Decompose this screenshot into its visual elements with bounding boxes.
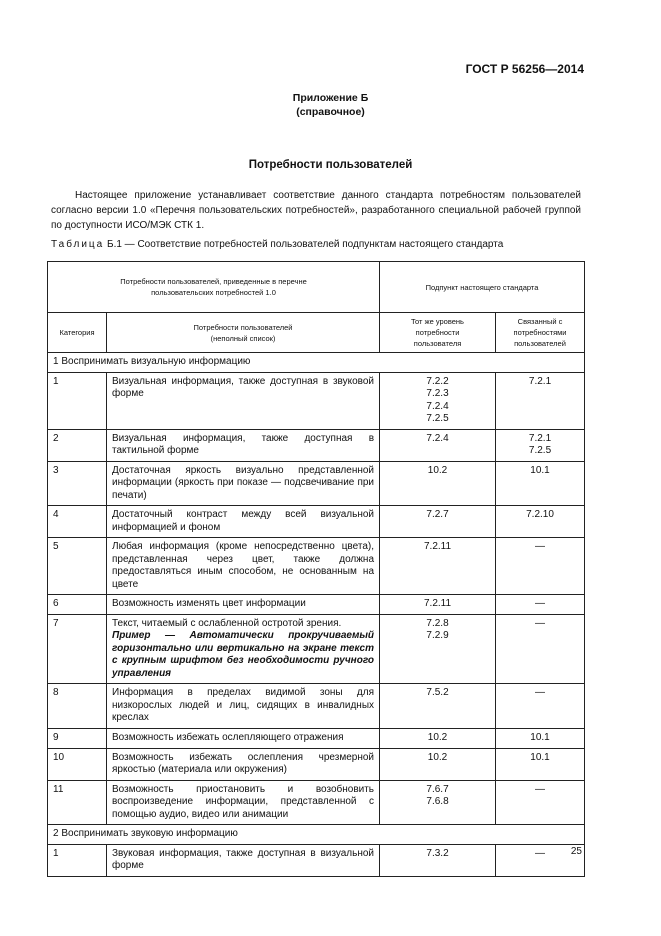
need-description-cell bbox=[107, 614, 380, 684]
section-label: 1 Воспринимать визуальную информацию bbox=[48, 353, 585, 373]
intro-paragraph: Настоящее приложение устанавливает соответствие данного стандарта потребностям пользователей согласно версии 1.0 «Перечня пользовательских потребностей», разработанного специальной рабочей группой по доступности ИСО/МЭК СТК 1. bbox=[51, 190, 581, 231]
category-cell: 10 bbox=[48, 748, 107, 780]
same-level-clauses: 10.2 bbox=[380, 748, 496, 780]
table-row bbox=[48, 372, 585, 429]
need-description: Визуальная информация, также доступная в тактильной форме bbox=[112, 432, 375, 456]
header-category: Категория bbox=[48, 313, 107, 353]
need-description-cell bbox=[107, 844, 380, 876]
same-level-clauses: 7.6.7 7.6.8 bbox=[380, 780, 496, 825]
need-description-cell bbox=[107, 684, 380, 729]
need-description: Возможность изменять цвет информации bbox=[112, 598, 306, 609]
need-description-cell bbox=[107, 728, 380, 748]
table-row bbox=[48, 595, 585, 615]
need-description-cell bbox=[107, 595, 380, 615]
need-description: Звуковая информация, также доступная в визуальной форме bbox=[112, 847, 375, 871]
need-description: Достаточный контраст между всей визуальной информацией и фоном bbox=[112, 509, 375, 533]
section-title: Потребности пользователей bbox=[248, 159, 413, 171]
document-code: ГОСТ Р 56256—2014 bbox=[465, 62, 584, 76]
table-row bbox=[48, 429, 585, 461]
related-clauses: 7.2.1 bbox=[496, 372, 585, 429]
category-cell: 8 bbox=[48, 684, 107, 729]
related-clauses: — bbox=[496, 780, 585, 825]
same-level-clauses: 7.3.2 bbox=[380, 844, 496, 876]
category-cell: 9 bbox=[48, 728, 107, 748]
need-description-cell bbox=[107, 538, 380, 595]
related-clauses: — bbox=[496, 538, 585, 595]
need-description: Возможность избежать ослепления чрезмерной яркостью (материала или окружения) bbox=[112, 751, 375, 775]
category-cell: 7 bbox=[48, 614, 107, 684]
same-level-clauses: 7.2.2 7.2.3 7.2.4 7.2.5 bbox=[380, 372, 496, 429]
category-cell: 3 bbox=[48, 461, 107, 506]
need-description: Любая информация (кроме непосредственно цвета), представленная через цвет, также должна предоставляться иным способом, не основанным на цвете bbox=[112, 541, 375, 590]
need-description: Возможность избежать ослепляющего отражения bbox=[112, 731, 344, 743]
header-related: Связанный с потребностями пользователей bbox=[496, 313, 585, 353]
need-description-cell bbox=[107, 506, 380, 538]
header-user-needs: Потребности пользователей, приведенные в перечне пользовательских потребностей 1.0 bbox=[48, 262, 380, 313]
related-clauses: 7.2.10 bbox=[496, 506, 585, 538]
appendix-subtitle: (справочное) bbox=[296, 106, 365, 118]
need-description: Достаточная яркость визуально представленной информации (яркость при показе — подсвечивание при печати) bbox=[112, 464, 375, 501]
table-caption-text: Б.1 — Соответствие потребностей пользователей подпунктам настоящего стандарта bbox=[107, 239, 504, 250]
related-clauses: 10.1 bbox=[496, 728, 585, 748]
section-label: 2 Воспринимать звуковую информацию bbox=[48, 825, 585, 845]
table-row bbox=[48, 461, 585, 506]
header-same-level: Тот же уровень потребности пользователя bbox=[380, 313, 496, 353]
related-clauses: 7.2.1 7.2.5 bbox=[496, 429, 585, 461]
table-row bbox=[48, 780, 585, 825]
same-level-clauses: 7.2.7 bbox=[380, 506, 496, 538]
need-description: Визуальная информация, также доступная в звуковой форме bbox=[112, 375, 375, 399]
related-clauses: — bbox=[496, 614, 585, 684]
table-row bbox=[48, 684, 585, 729]
header-needs-list: Потребности пользователей (неполный список) bbox=[107, 313, 380, 353]
table-caption-prefix: Таблица bbox=[51, 239, 105, 250]
same-level-clauses: 7.2.11 bbox=[380, 538, 496, 595]
page-number: 25 bbox=[570, 846, 582, 857]
table-row bbox=[48, 748, 585, 780]
related-clauses: — bbox=[496, 684, 585, 729]
related-clauses: 10.1 bbox=[496, 748, 585, 780]
table-row bbox=[48, 614, 585, 684]
category-cell: 1 bbox=[48, 844, 107, 876]
table-caption bbox=[51, 239, 503, 250]
same-level-clauses: 7.2.4 bbox=[380, 429, 496, 461]
category-cell: 2 bbox=[48, 429, 107, 461]
table-row bbox=[48, 844, 585, 876]
same-level-clauses: 10.2 bbox=[380, 728, 496, 748]
section-row-audio bbox=[48, 825, 585, 845]
appendix-title: Приложение Б bbox=[292, 92, 369, 104]
category-cell: 4 bbox=[48, 506, 107, 538]
need-description-cell bbox=[107, 429, 380, 461]
need-example: Пример — Автоматически прокручиваемый горизонтально или вертикально на экране текст с крупным шрифтом без необходимости ручного управления bbox=[112, 630, 375, 679]
need-description-cell bbox=[107, 748, 380, 780]
same-level-clauses: 7.5.2 bbox=[380, 684, 496, 729]
need-description: Возможность приостановить и возобновить воспроизведение информации, представленной с помощью аудио, видео или анимации bbox=[112, 783, 375, 820]
related-clauses: — bbox=[496, 595, 585, 615]
same-level-clauses: 7.2.8 7.2.9 bbox=[380, 614, 496, 684]
need-description: Текст, читаемый с ослабленной остротой зрения. bbox=[112, 617, 342, 629]
category-cell: 6 bbox=[48, 595, 107, 615]
table-row bbox=[48, 538, 585, 595]
requirements-table bbox=[47, 261, 585, 877]
header-standard-clause: Подпункт настоящего стандарта bbox=[380, 262, 585, 313]
need-description-cell bbox=[107, 780, 380, 825]
same-level-clauses: 10.2 bbox=[380, 461, 496, 506]
same-level-clauses: 7.2.11 bbox=[380, 595, 496, 615]
related-clauses: — bbox=[496, 844, 585, 876]
appendix-heading bbox=[0, 91, 661, 119]
category-cell: 11 bbox=[48, 780, 107, 825]
table-header-row bbox=[48, 262, 585, 313]
need-description-cell bbox=[107, 372, 380, 429]
need-description: Информация в пределах видимой зоны для низкорослых людей и лиц, сидящих в инвалидных креслах bbox=[112, 687, 375, 723]
table-row bbox=[48, 728, 585, 748]
category-cell: 1 bbox=[48, 372, 107, 429]
category-cell: 5 bbox=[48, 538, 107, 595]
need-description-cell bbox=[107, 461, 380, 506]
table-subheader-row bbox=[48, 313, 585, 353]
related-clauses: 10.1 bbox=[496, 461, 585, 506]
table-row bbox=[48, 506, 585, 538]
section-row-visual bbox=[48, 353, 585, 373]
